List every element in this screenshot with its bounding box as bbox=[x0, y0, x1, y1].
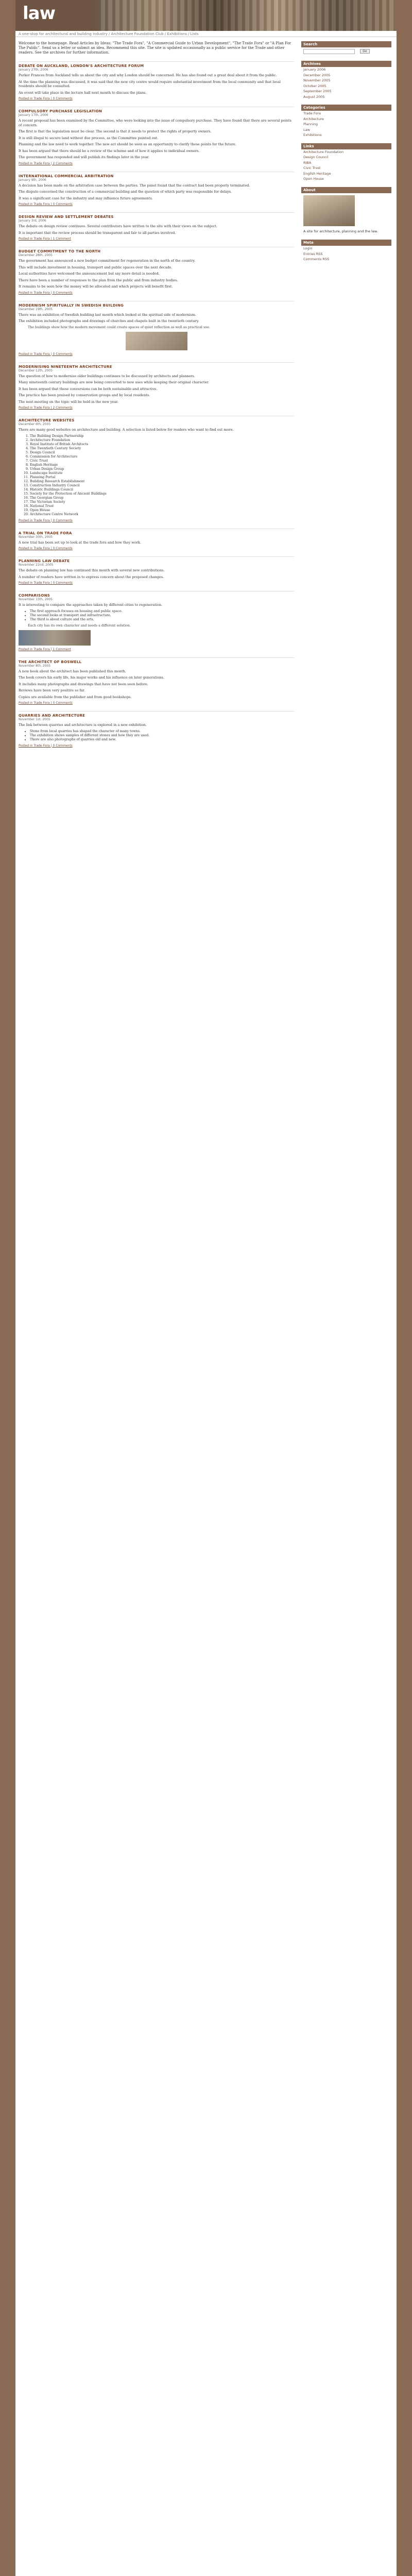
post-date: January 9th, 2006 bbox=[19, 178, 46, 182]
link-item[interactable]: 11. Planning Portal bbox=[30, 476, 294, 480]
bullet-item: • There are also photographs of quarries old and new. bbox=[30, 738, 294, 742]
archive-link[interactable]: September 2005 bbox=[303, 89, 332, 93]
post-paragraph: It is important that the review process should be transparent and fair to all parties involved. bbox=[19, 230, 176, 235]
post-quote: Each city has its own character and needs a different solution. bbox=[28, 623, 131, 628]
meta-heading: Meta bbox=[301, 240, 391, 246]
search-button[interactable]: Go bbox=[360, 49, 369, 54]
post-date: November 30th, 2005 bbox=[19, 535, 53, 539]
page bbox=[15, 0, 397, 2576]
tagline: A one-stop for architectural and building industry / Architecture Foundation Club / Exhibitions / Lists bbox=[15, 31, 397, 37]
post-meta-link[interactable]: Posted in Trade Fora | 2 Comments bbox=[19, 161, 73, 165]
post-meta-link[interactable]: Posted in Trade Fora | 0 Comments bbox=[19, 581, 73, 585]
post-bullets bbox=[30, 609, 294, 622]
bullet-item: • The second looks at transport and infrastructure. bbox=[30, 614, 294, 618]
post-meta-link[interactable]: Posted in Trade Fora | 0 Comments bbox=[19, 202, 73, 206]
post-date: December 6th, 2005 bbox=[19, 422, 51, 426]
meta-link[interactable]: Comments RSS bbox=[303, 257, 330, 261]
post-title[interactable]: MODERNISING NINETEENTH ARCHITECTURE bbox=[19, 364, 112, 369]
about-heading: About bbox=[301, 187, 391, 193]
link-item[interactable]: 13. Construction Industry Council bbox=[30, 484, 294, 488]
post-paragraph: It has been argued that these conversions can be both sustainable and attractive. bbox=[19, 386, 158, 391]
sidebar bbox=[301, 41, 391, 267]
post-paragraph: It remains to be seen how the money will be allocated and which projects will benefit first. bbox=[19, 284, 173, 289]
post bbox=[19, 301, 294, 356]
link-item[interactable]: 16. The Georgian Group bbox=[30, 496, 294, 500]
post bbox=[19, 107, 294, 165]
post-paragraph: Local authorities have welcomed the announcement but say more detail is needed. bbox=[19, 272, 160, 276]
post-paragraph: The dispute concerned the construction of a commercial building and the question of which party was responsible for delays. bbox=[19, 190, 232, 194]
post-link-list bbox=[30, 434, 294, 517]
post-title[interactable]: DEBATE ON AUCKLAND, LONDON'S ARCHITECTURE FORUM bbox=[19, 64, 144, 68]
post bbox=[19, 556, 294, 585]
post-paragraph: The debate on design review continues. Several contributors have written to the site with their views on the subject. bbox=[19, 224, 217, 228]
post-meta-link[interactable]: Posted in Trade Fora | 1 Comment bbox=[19, 647, 71, 651]
post bbox=[19, 591, 294, 651]
post-bullets bbox=[30, 730, 294, 742]
post-date: December 12th, 2005 bbox=[19, 368, 53, 372]
site-header bbox=[15, 0, 397, 31]
post-paragraph: The government has announced a new budget commitment for regeneration in the north of the country. bbox=[19, 259, 196, 263]
post-paragraph: Parker Frances from Auckland tells us about the city and why London should be concerned. He has also found out a great deal about it from the public. bbox=[19, 73, 277, 77]
post-title[interactable]: BUDGET COMMITMENT TO THE NORTH bbox=[19, 249, 101, 253]
link-item[interactable]: 12. Building Research Establishment bbox=[30, 480, 294, 484]
post-footer bbox=[19, 202, 294, 206]
site-logo[interactable]: law bbox=[23, 3, 56, 24]
post-footer bbox=[19, 406, 294, 410]
post-meta-link[interactable]: Posted in Trade Fora | 0 Comments bbox=[19, 701, 73, 705]
links-list bbox=[301, 149, 391, 182]
post-date: November 1st, 2005 bbox=[19, 718, 50, 721]
post-title[interactable]: A TRIAL ON TRADE FORA bbox=[19, 531, 72, 535]
meta-link[interactable]: Login bbox=[303, 246, 313, 250]
post-meta-link[interactable]: Posted in Trade Fora | 2 Comments bbox=[19, 406, 73, 410]
sidebar-photo bbox=[303, 195, 355, 226]
post-paragraph: There was an exhibition of Swedish building last month which looked at the spiritual side of modernism. bbox=[19, 312, 196, 317]
link-item[interactable]: 18. National Trust bbox=[30, 504, 294, 509]
category-link[interactable]: Law bbox=[303, 127, 310, 132]
post-paragraph: The government has responded and will publish its findings later in the year. bbox=[19, 155, 149, 159]
bullet-item: • The exhibition shows samples of different stones and how they are used. bbox=[30, 734, 294, 738]
post-paragraph: A new book about the architect has been published this month. bbox=[19, 669, 126, 673]
post-paragraph: The question of how to modernise older buildings continues to be discussed by architects and planners. bbox=[19, 374, 195, 378]
post-paragraph: A decision has been made on the arbitration case between the parties. The panel found that the contract had been properly terminated. bbox=[19, 183, 250, 188]
search-input[interactable] bbox=[303, 49, 355, 54]
post bbox=[19, 247, 294, 295]
link-item[interactable]: 14. Historic Buildings Council bbox=[30, 488, 294, 492]
post-paragraph: At the time the planning was discussed, it was said that the new city centre would require substantial investment from the local community and that local residents should be consulted. bbox=[19, 79, 281, 88]
post-paragraph: It is interesting to compare the approaches taken by different cities to regeneration. bbox=[19, 603, 163, 607]
post-footer bbox=[19, 581, 294, 585]
blogroll-link[interactable]: English Heritage bbox=[303, 171, 331, 176]
search-heading: Search bbox=[301, 41, 391, 47]
about-box bbox=[301, 187, 391, 235]
post-footer bbox=[19, 547, 294, 550]
bullet-item: • Stone from local quarries has shaped the character of many towns. bbox=[30, 730, 294, 734]
post-list bbox=[19, 61, 294, 748]
post-date: November 15th, 2005 bbox=[19, 598, 53, 601]
meta-box bbox=[301, 240, 391, 262]
blogroll-link[interactable]: Design Council bbox=[303, 155, 329, 159]
categories-box bbox=[301, 105, 391, 138]
post-footer bbox=[19, 744, 294, 748]
post-footer bbox=[19, 352, 294, 356]
post-paragraph: The link between quarries and architecture is explored in a new exhibition. bbox=[19, 723, 147, 727]
intro-text: Welcome to the homepage. Read Articles by Ideas: "The Trade Fora", "A Commercial Guide to Urban Development", "The Trade Fora" or "A Plan For The Public". Send us a letter or submit an idea. Recommend this site. The site is updated occasionally as a public service for the Trade and other readers. See the archives for further information. bbox=[19, 41, 291, 55]
link-item[interactable]: 8. English Heritage bbox=[30, 463, 294, 467]
links-box bbox=[301, 143, 391, 182]
post-paragraph: It includes many photographs and drawings that have not been seen before. bbox=[19, 682, 148, 686]
post-paragraph: The practice has been praised by conservation groups and by local residents. bbox=[19, 393, 150, 397]
post bbox=[19, 61, 294, 100]
post-paragraph: A recent proposal has been examined by the Committee, who were looking into the issue of compulsory purchase. They have found that there are several points of concern. bbox=[19, 118, 291, 127]
post-title[interactable]: COMPULSORY PURCHASE LEGISLATION bbox=[19, 109, 102, 113]
post-meta-link[interactable]: Posted in Trade Fora | 0 Comments bbox=[19, 743, 73, 748]
post-photo bbox=[19, 630, 91, 646]
archive-link[interactable]: January 2006 bbox=[303, 67, 326, 72]
post-footer bbox=[19, 291, 294, 295]
post-paragraph: The first is that the legislation must be clear. The second is that it needs to protect the rights of property owners. bbox=[19, 129, 212, 133]
post-paragraph: The next meeting on the topic will be held in the new year. bbox=[19, 399, 118, 404]
archives-list bbox=[301, 67, 391, 99]
post-title[interactable]: COMPARISONS bbox=[19, 594, 50, 598]
post-paragraph: Many nineteenth century buildings are now being converted to new uses while keeping their original character. bbox=[19, 380, 209, 384]
categories-heading: Categories bbox=[301, 105, 391, 111]
about-text: A site for architecture, planning and the law. bbox=[303, 229, 378, 233]
post-footer bbox=[19, 701, 294, 705]
bullet-item: • The first approach focuses on housing and public space. bbox=[30, 609, 294, 614]
post-title[interactable]: MODERNISM SPIRITUALLY IN SWEDISH BUILDING bbox=[19, 303, 124, 308]
post-date: November 8th, 2005 bbox=[19, 664, 51, 668]
post-footer bbox=[19, 162, 294, 165]
category-link[interactable]: Planning bbox=[303, 122, 318, 126]
main-content bbox=[19, 41, 294, 754]
post-date: January 3rd, 2006 bbox=[19, 219, 46, 223]
post-paragraph: The exhibition included photographs and drawings of churches and chapels built in the twentieth century. bbox=[19, 319, 199, 323]
post bbox=[19, 416, 294, 522]
post-paragraph: The book covers his early life, his major works and his influence on later generations. bbox=[19, 675, 164, 680]
archive-link[interactable]: December 2005 bbox=[303, 73, 331, 77]
link-item[interactable]: 4. The Twentieth Century Society bbox=[30, 447, 294, 451]
post-paragraph: This will include investment in housing, transport and public spaces over the next decade. bbox=[19, 265, 173, 269]
post-paragraph: Reviews have been very positive so far. bbox=[19, 688, 85, 692]
archive-link[interactable]: October 2005 bbox=[303, 83, 327, 88]
archive-link[interactable]: August 2005 bbox=[303, 94, 325, 99]
post-meta-link[interactable]: Posted in Trade Fora | 0 Comments bbox=[19, 518, 73, 522]
post-paragraph: The debate on planning law has continued this month with several new contributions. bbox=[19, 568, 165, 572]
post-title[interactable]: DESIGN REVIEW AND SETTLEMENT DEBATES bbox=[19, 215, 114, 219]
link-item[interactable]: 9. Urban Design Group bbox=[30, 467, 294, 471]
post-meta-link[interactable]: Posted in Trade Fora | 1 Comment bbox=[19, 237, 71, 241]
archives-box bbox=[301, 61, 391, 99]
post-title[interactable]: QUARRIES AND ARCHITECTURE bbox=[19, 714, 85, 718]
link-item[interactable]: 5. Design Council bbox=[30, 451, 294, 455]
categories-list bbox=[301, 111, 391, 138]
post-photo bbox=[126, 332, 187, 350]
category-link[interactable]: Architecture bbox=[303, 116, 324, 121]
header-stripes bbox=[98, 0, 397, 31]
post bbox=[19, 212, 294, 241]
post-meta-link[interactable]: Posted in Trade Fora | 0 Comments bbox=[19, 352, 73, 356]
category-link[interactable]: Trade Fora bbox=[303, 111, 321, 115]
link-item[interactable]: 6. Commission for Architecture bbox=[30, 455, 294, 459]
link-item[interactable]: 10. Landscape Institute bbox=[30, 471, 294, 476]
post-footer bbox=[19, 237, 294, 241]
meta-link[interactable]: Entries RSS bbox=[303, 251, 323, 256]
post bbox=[19, 711, 294, 748]
bullet-item: • The third is about culture and the arts. bbox=[30, 618, 294, 622]
post-date: January 27th, 2006 bbox=[19, 68, 48, 72]
post-paragraph: An event will take place in the lecture hall next month to discuss the plans. bbox=[19, 90, 147, 95]
post-footer bbox=[19, 519, 294, 522]
link-item[interactable]: 17. The Victorian Society bbox=[30, 500, 294, 504]
blogroll-link[interactable]: Architecture Foundation bbox=[303, 149, 344, 154]
post-date: December 28th, 2005 bbox=[19, 253, 53, 257]
post-quote: The buildings show how the modern movement could create spaces of quiet reflection as well as practical use. bbox=[28, 325, 210, 329]
archive-link[interactable]: November 2005 bbox=[303, 78, 331, 82]
post bbox=[19, 529, 294, 551]
post-footer bbox=[19, 97, 294, 100]
post-paragraph: Planning and the law need to work together. The new act should be seen as an opportunity to clarify these points for the future. bbox=[19, 142, 236, 146]
link-item[interactable]: 2. Architecture Foundation bbox=[30, 438, 294, 443]
post-paragraph: It is still illegal to secure land without due process, as the Committee pointed out. bbox=[19, 135, 159, 140]
post-footer bbox=[19, 648, 294, 651]
post-paragraph: Copies are available from the publisher and from good bookshops. bbox=[19, 694, 132, 699]
post-title[interactable]: THE ARCHITECT OF BOSWELL bbox=[19, 659, 82, 664]
post-title[interactable]: INTERNATIONAL COMMERCIAL ARBITRATION bbox=[19, 174, 114, 178]
post-date: November 22nd, 2005 bbox=[19, 563, 54, 567]
category-link[interactable]: Exhibitions bbox=[303, 133, 322, 137]
link-item[interactable]: 20. Architecture Centre Network bbox=[30, 513, 294, 517]
link-item[interactable]: 1. The Building Design Partnership bbox=[30, 434, 294, 438]
post bbox=[19, 657, 294, 705]
post-paragraph: It was a significant case for the industry and may influence future agreements. bbox=[19, 196, 153, 200]
post-meta-link[interactable]: Posted in Trade Fora | 0 Comments bbox=[19, 291, 73, 295]
archives-heading: Archives bbox=[301, 61, 391, 67]
blogroll-link[interactable]: RIBA bbox=[303, 160, 312, 165]
link-item[interactable]: 7. Civic Trust bbox=[30, 459, 294, 463]
link-item[interactable]: 15. Society for the Protection of Ancient Buildings bbox=[30, 492, 294, 496]
link-item[interactable]: 3. Royal Institute of British Architects bbox=[30, 443, 294, 447]
post bbox=[19, 362, 294, 410]
post-paragraph: A number of readers have written in to express concern about the proposed changes. bbox=[19, 574, 164, 579]
post-meta-link[interactable]: Posted in Trade Fora | 0 Comments bbox=[19, 97, 73, 100]
post-title[interactable]: PLANNING LAW DEBATE bbox=[19, 559, 70, 563]
post bbox=[19, 172, 294, 207]
post-paragraph: There are many good websites on architecture and building. A selection is listed below for readers who want to find out more. bbox=[19, 428, 234, 432]
post-date: December 19th, 2005 bbox=[19, 307, 53, 311]
post-paragraph: It has been argued that there should be a review of the scheme and of how it applies to individual owners. bbox=[19, 148, 200, 153]
post-date: January 17th, 2006 bbox=[19, 113, 48, 117]
search-box bbox=[301, 41, 391, 56]
blogroll-link[interactable]: Civic Trust bbox=[303, 166, 321, 170]
post-paragraph: There have been a number of responses to the plan from the public and from industry bodies. bbox=[19, 278, 178, 282]
links-heading: Links bbox=[301, 143, 391, 149]
link-item[interactable]: 19. Open House bbox=[30, 509, 294, 513]
post-title[interactable]: ARCHITECTURE WEBSITES bbox=[19, 418, 75, 422]
post-paragraph: A new trial has been set up to look at the trade fora and how they work. bbox=[19, 540, 141, 545]
blogroll-link[interactable]: Open House bbox=[303, 177, 324, 181]
post-meta-link[interactable]: Posted in Trade Fora | 0 Comments bbox=[19, 547, 73, 550]
meta-list bbox=[301, 246, 391, 262]
